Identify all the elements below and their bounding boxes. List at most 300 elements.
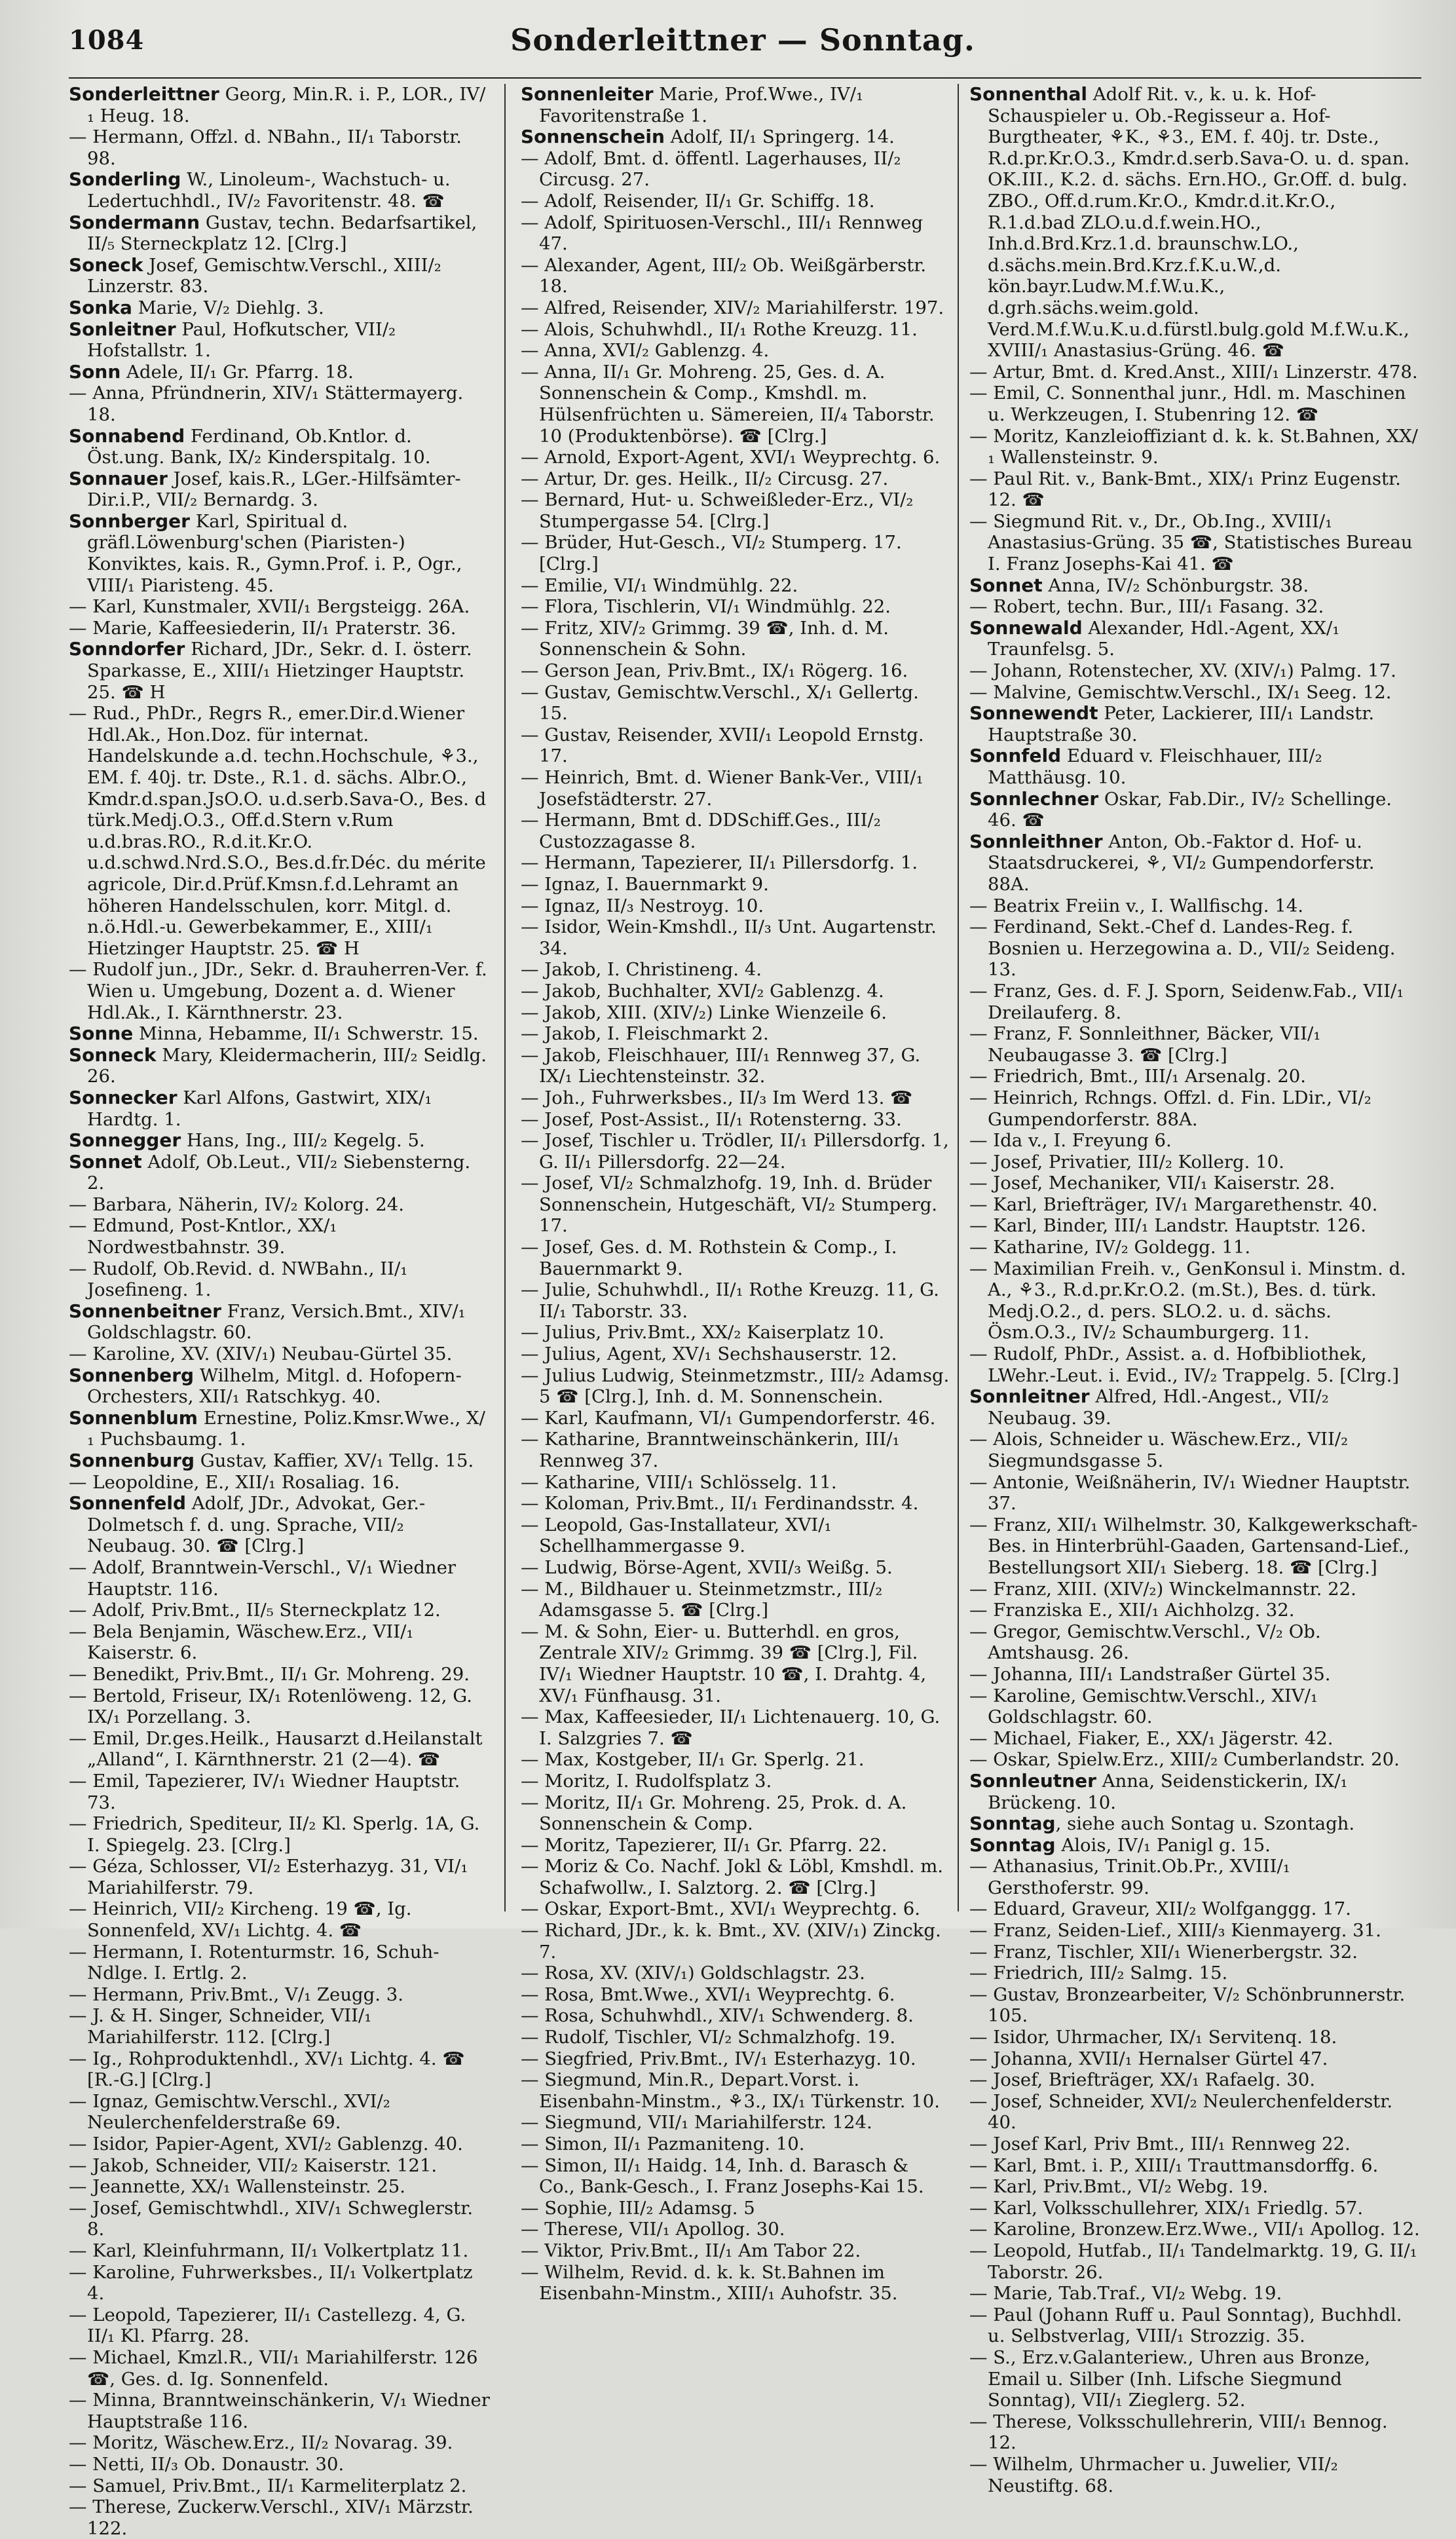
directory-entry: [69, 1344, 491, 1365]
entry-surname: Sonderleittner: [69, 83, 219, 105]
entry-details: — Karl, Binder, III/₁ Landstr. Hauptstr. 126.: [969, 1215, 1366, 1237]
entry-details: — Leopold, Tapezierer, II/₁ Castellezg. 4, G. II/₁ Kl. Pfarrg. 28.: [69, 2304, 466, 2347]
entry-details: — Julius Ludwig, Steinmetzmstr., III/₂ Adamsg. 5 ☎ [Clrg.], Inh. d. M. Sonnenschein.: [521, 1364, 950, 1408]
directory-entry: [521, 852, 950, 874]
directory-entry: [969, 1664, 1421, 1685]
entry-details: — Franz, Ges. d. F. J. Sporn, Seidenw.Fab., VII/₁ Dreilauferg. 8.: [969, 980, 1404, 1023]
entry-details: — Malvine, Gemischtw.Verschl., IX/₁ Seeg. 12.: [969, 681, 1392, 703]
entry-details: — Alois, Schneider u. Wäschew.Erz., VII/₂ Siegmundsgasse 5.: [969, 1429, 1349, 1471]
entry-details: — Moritz, Wäschew.Erz., II/₂ Novarag. 39.: [69, 2432, 453, 2454]
entry-details: — Johann, Rotenstecher, XV. (XIV/₁) Palmg. 17.: [969, 660, 1396, 682]
entry-details: — Franz, Seiden-Lief., XIII/₃ Kienmayerg. 31.: [969, 1920, 1381, 1942]
entry-details: — Barbara, Näherin, IV/₂ Kolorg. 24.: [69, 1194, 405, 1215]
entry-details: Mary, Kleidermacherin, III/₂ Seidlg. 26.: [87, 1044, 487, 1087]
entry-details: — Eduard, Graveur, XII/₂ Wolfganggg. 17.: [969, 1898, 1351, 1920]
directory-entry: [69, 596, 491, 618]
entry-details: Adolf, Ob.Leut., VII/₂ Siebensterng. 2.: [87, 1151, 471, 1194]
entry-details: — Friedrich, Bmt., III/₁ Arsenalg. 20.: [969, 1066, 1306, 1087]
directory-entry: [521, 1557, 950, 1579]
entry-details: — Moriz & Co. Nachf. Jokl & Löbl, Kmshdl. m. Schafwollw., I. Salztorg. 2. ☎ [Clrg.]: [521, 1856, 944, 1898]
directory-entry: [521, 2198, 950, 2219]
entry-details: — Isidor, Papier-Agent, XVI/₂ Gablenzg. 40.: [69, 2134, 463, 2154]
directory-entry: [69, 319, 491, 362]
entry-details: — Bernard, Hut- u. Schweißleder-Erz., VI/₂ Stumpergasse 54. [Clrg.]: [521, 489, 914, 532]
entry-details: — Josef, Tischler u. Trödler, II/₁ Pillersdorfg. 1, G. II/₁ Pillersdorfg. 22—24.: [521, 1130, 949, 1173]
entry-surname: Sonnenfeld: [69, 1492, 187, 1514]
directory-entry: [969, 1237, 1421, 1258]
entry-details: Marie, V/₂ Diehlg. 3.: [132, 297, 324, 318]
entry-details: — Antonie, Weißnäherin, IV/₁ Wiedner Hauptstr. 37.: [969, 1471, 1411, 1514]
directory-entry: [969, 789, 1421, 831]
entry-details: — Marie, Kaffeesiederin, II/₁ Praterstr. 36.: [69, 617, 457, 639]
directory-entry: [521, 767, 950, 810]
entry-details: Gustav, Kaffier, XV/₁ Tellg. 15.: [195, 1450, 474, 1471]
directory-entry: [969, 1514, 1421, 1579]
directory-entry: [969, 895, 1421, 917]
entry-details: — Flora, Tischlerin, VI/₁ Windmühlg. 22.: [521, 596, 891, 618]
directory-entry: [69, 639, 491, 703]
directory-entry: [521, 1344, 950, 1365]
entry-details: — Ludwig, Börse-Agent, XVII/₃ Weißg. 5.: [521, 1556, 893, 1578]
entry-details: Georg, Min.R. i. P., LOR., IV/₁ Heug. 18.: [87, 84, 486, 126]
directory-entry: [69, 1557, 491, 1600]
entry-details: — Emil, Dr.ges.Heilk., Hausarzt d.Heilanstalt „Alland“, I. Kärnthnerstr. 21 (2—4). ☎: [69, 1727, 483, 1771]
entry-surname: Sonnleithner: [969, 830, 1103, 852]
directory-entry: [521, 1472, 950, 1494]
entry-details: — Josef, Ges. d. M. Rothstein & Comp., I. Bauernmarkt 9.: [521, 1237, 897, 1279]
entry-details: — Karoline, Gemischtw.Verschl., XIV/₁ Goldschlagstr. 60.: [969, 1685, 1318, 1728]
entry-surname: Sonderling: [69, 168, 181, 191]
entry-surname: Sonnet: [969, 574, 1043, 596]
entry-surname: Sonndorfer: [69, 638, 185, 660]
entry-details: — Hermann, I. Rotenturmstr. 16, Schuh-Ndlge. I. Ertlg. 2.: [69, 1941, 439, 1984]
entry-details: — Koloman, Priv.Bmt., II/₁ Ferdinandsstr. 4.: [521, 1493, 919, 1514]
entry-details: — Leopoldine, E., XII/₁ Rosaliag. 16.: [69, 1471, 400, 1493]
directory-entry: [69, 1685, 491, 1728]
entry-details: — Brüder, Hut-Gesch., VI/₂ Stumperg. 17. [Clrg.]: [521, 532, 902, 575]
directory-entry: [69, 1408, 491, 1450]
directory-entry: [969, 1066, 1421, 1087]
directory-entry: [69, 2347, 491, 2390]
directory-entry: [521, 362, 950, 447]
entry-details: — Isidor, Uhrmacher, IX/₁ Servitenq. 18.: [969, 2027, 1337, 2048]
directory-entry: [969, 1215, 1421, 1237]
entry-details: — Gregor, Gemischtw.Verschl., V/₂ Ob. Amtshausg. 26.: [969, 1621, 1321, 1664]
entry-details: Franz, Versich.Bmt., XIV/₁ Goldschlagstr. 60.: [87, 1300, 466, 1344]
directory-entry: [521, 959, 950, 981]
entry-surname: Sonnenleiter: [521, 83, 654, 105]
column-3: [969, 83, 1421, 2496]
entry-details: — Hermann, Tapezierer, II/₁ Pillersdorfg. 1.: [521, 852, 918, 874]
directory-entry: [521, 489, 950, 532]
directory-entry: [969, 1685, 1421, 1728]
directory-entry: [969, 1984, 1421, 2027]
entry-details: — Michael, Fiaker, E., XX/₁ Jägerstr. 42.: [969, 1727, 1334, 1749]
directory-entry: [521, 1130, 950, 1173]
column-2: [521, 83, 950, 2304]
entry-details: — Josef, Privatier, III/₂ Kollerg. 10.: [969, 1151, 1284, 1173]
entry-surname: Sonneck: [69, 1044, 157, 1066]
directory-entry: [521, 1365, 950, 1408]
directory-entry: [969, 1898, 1421, 1920]
directory-entry: [521, 810, 950, 852]
directory-entry: [69, 2262, 491, 2304]
directory-entry: [969, 2134, 1421, 2155]
entry-details: Karl Alfons, Gastwirt, XIX/₁ Hardtg. 1.: [87, 1087, 432, 1130]
directory-entry: [969, 1813, 1421, 1835]
entry-surname: Sonntag: [969, 1813, 1056, 1835]
directory-entry: [69, 468, 491, 511]
entry-surname: Sonnenburg: [69, 1450, 195, 1471]
entry-details: Wilhelm, Mitgl. d. Hofopern-Orchesters, XII/₁ Ratschkyg. 40.: [87, 1364, 462, 1408]
directory-entry: [521, 575, 950, 597]
directory-entry: [969, 1472, 1421, 1514]
entry-surname: Sonnenblum: [69, 1406, 198, 1429]
directory-entry: [69, 2198, 491, 2240]
directory-entry: [521, 981, 950, 1002]
directory-entry: [521, 2069, 950, 2112]
directory-entry: [521, 1429, 950, 1471]
entry-details: — Josef, Schneider, XVI/₂ Neulerchenfelderstr. 40.: [969, 2090, 1393, 2134]
entry-details: — Wilhelm, Revid. d. k. k. St.Bahnen im Eisenbahn-Minstm., XIII/₁ Auhofstr. 35.: [521, 2261, 898, 2304]
entry-surname: Sonnabend: [69, 424, 185, 447]
directory-entry: [69, 1301, 491, 1344]
entry-details: — Ignaz, Gemischtw.Verschl., XVI/₂ Neulerchenfelderstraße 69.: [69, 2090, 390, 2134]
directory-entry: [69, 212, 491, 255]
entry-details: — Julius, Agent, XV/₁ Sechshauserstr. 12.: [521, 1344, 897, 1365]
entry-details: — Rosa, XV. (XIV/₁) Goldschlagstr. 23.: [521, 1963, 865, 1984]
directory-entry: [69, 297, 491, 319]
entry-details: — Emil, C. Sonnenthal junr., Hdl. m. Maschinen u. Werkzeugen, I. Stubenring 12. ☎: [969, 383, 1406, 425]
entry-details: — Alexander, Agent, III/₂ Ob. Weißgärberstr. 18.: [521, 254, 927, 297]
entry-details: — Hermann, Offzl. d. NBahn., II/₁ Taborstr. 98.: [69, 126, 462, 169]
entry-details: — Josef, Gemischtwhdl., XIV/₁ Schweglerstr. 8.: [69, 2197, 474, 2240]
entry-details: — Johanna, III/₁ Landstraßer Gürtel 35.: [969, 1663, 1331, 1685]
entry-details: — Franz, XIII. (XIV/₂) Winckelmannstr. 22.: [969, 1578, 1356, 1600]
entry-details: — Jakob, I. Christineng. 4.: [521, 959, 762, 981]
column-1: [69, 83, 491, 2539]
entry-details: — Oskar, Export-Bmt., XVI/₁ Weyprechtg. 6.: [521, 1898, 921, 1920]
entry-details: Adolf, JDr., Advokat, Ger.-Dolmetsch f. d. ung. Sprache, VII/₂ Neubaug. 30. ☎ [Clrg.]: [87, 1493, 426, 1557]
directory-entry: [969, 1942, 1421, 1963]
directory-entry: [521, 2134, 950, 2155]
directory-entry: [969, 1835, 1421, 1856]
directory-entry: [69, 1130, 491, 1152]
entry-details: — Karoline, Fuhrwerksbes., II/₁ Volkertplatz 4.: [69, 2261, 473, 2304]
directory-entry: [521, 84, 950, 126]
entry-details: — Jakob, I. Fleischmarkt 2.: [521, 1023, 769, 1045]
directory-entry: [969, 745, 1421, 788]
entry-details: — Richard, JDr., k. k. Bmt., XV. (XIV/₁) Zinckg. 7.: [521, 1920, 941, 1963]
directory-entry: [521, 682, 950, 724]
entry-details: Ferdinand, Ob.Kntlor. d. Öst.ung. Bank, IX/₂ Kinderspitalg. 10.: [87, 425, 431, 468]
entry-surname: Sonnewendt: [969, 702, 1098, 724]
directory-entry: [521, 1579, 950, 1621]
directory-entry: [521, 126, 950, 148]
directory-entry: [69, 2475, 491, 2497]
directory-entry: [969, 511, 1421, 575]
directory-entry: [521, 618, 950, 660]
entry-details: — Josef, VI/₂ Schmalzhofg. 19, Inh. d. Brüder Sonnenschein, Hutgeschäft, VI/₂ Stumperg. 17.: [521, 1173, 938, 1237]
directory-entry: [69, 1813, 491, 1856]
entry-details: — Jeannette, XX/₁ Wallensteinstr. 25.: [69, 2176, 405, 2198]
entry-details: , siehe auch Sontag u. Szontagh.: [1055, 1813, 1355, 1835]
entry-details: — Ida v., I. Freyung 6.: [969, 1130, 1172, 1152]
directory-entry: [969, 1173, 1421, 1194]
entry-details: — Anna, XVI/₂ Gablenzg. 4.: [521, 340, 770, 362]
directory-entry: [969, 1749, 1421, 1771]
entry-details: W., Linoleum-, Wachstuch- u. Ledertuchhdl., IV/₂ Favoritenstr. 48. ☎: [87, 169, 451, 212]
entry-details: — Jakob, Buchhalter, XVI/₂ Gablenzg. 4.: [521, 980, 884, 1002]
directory-entry: [969, 1130, 1421, 1152]
directory-entry: [69, 1215, 491, 1258]
directory-entry: [69, 84, 491, 126]
entry-surname: Sonnleutner: [969, 1769, 1096, 1792]
directory-entry: [969, 2347, 1421, 2411]
directory-entry: [969, 84, 1421, 362]
entry-details: — Simon, II/₁ Haidg. 14, Inh. d. Barasch & Co., Bank-Gesch., I. Franz Josephs-Kai 15.: [521, 2154, 924, 2198]
entry-details: Ernestine, Poliz.Kmsr.Wwe., X/₁ Puchsbaumg. 1.: [87, 1407, 485, 1450]
directory-entry: [969, 2454, 1421, 2496]
entry-surname: Sonnlechner: [969, 787, 1099, 810]
entry-details: — Karl, Priv.Bmt., VI/₂ Webg. 19.: [969, 2176, 1269, 2198]
entry-details: Gustav, techn. Bedarfsartikel, II/₅ Sterneckplatz 12. [Clrg.]: [87, 212, 477, 255]
directory-entry: [521, 255, 950, 297]
entry-details: — Maximilian Freih. v., GenKonsul i. Minstm. d. A., ⚘3., R.d.pr.Kr.O.2. (m.St.), Bes. d. türk. Medj.O.2., d. pers. SLO.2. u. d. sächs. Ösm.O.3., IV/₂ Schaumburgerg. 11.: [969, 1258, 1406, 1344]
entry-details: — Karl, Bmt. i. P., XIII/₁ Trauttmansdorffg. 6.: [969, 2154, 1379, 2176]
entry-details: — Jakob, XIII. (XIV/₂) Linke Wienzeile 6.: [521, 1002, 887, 1023]
entry-details: Richard, JDr., Sekr. d. I. österr. Sparkasse, E., XIII/₁ Hietzinger Hauptstr. 25. ☎ H: [87, 639, 472, 703]
entry-details: — Siegmund, Min.R., Depart.Vorst. i. Eisenbahn-Minstm., ⚘3., IX/₁ Türkenstr. 10.: [521, 2069, 941, 2112]
entry-details: — Bela Benjamin, Wäschew.Erz., VII/₁ Kaiserstr. 6.: [69, 1621, 414, 1664]
directory-entry: [969, 1429, 1421, 1471]
entry-details: Alexander, Hdl.-Agent, XX/₁ Traunfelsg. 5.: [988, 617, 1340, 660]
directory-entry: [521, 212, 950, 255]
entry-details: — Beatrix Freiin v., I. Wallfischg. 14.: [969, 895, 1303, 916]
directory-entry: [521, 2240, 950, 2262]
directory-entry: [969, 1579, 1421, 1600]
entry-details: — Heinrich, Rchngs. Offzl. d. Fin. LDir., VI/₂ Gumpendorferstr. 88A.: [969, 1087, 1372, 1130]
entry-details: — Netti, II/₃ Ob. Donaustr. 30.: [69, 2453, 345, 2475]
entry-surname: Sonn: [69, 360, 121, 383]
directory-entry: [69, 383, 491, 425]
entry-details: — Siegfried, Priv.Bmt., IV/₁ Esterhazyg. 10.: [521, 2048, 916, 2069]
entry-details: — Moritz, Kanzleioffiziant d. k. k. St.Bahnen, XX/₁ Wallensteinstr. 9.: [969, 425, 1418, 468]
directory-entry: [969, 1023, 1421, 1066]
directory-entry: [521, 1771, 950, 1792]
directory-entry: [521, 1920, 950, 1963]
column-divider: [958, 84, 959, 1911]
directory-entry: [69, 2240, 491, 2262]
directory-entry: [69, 1258, 491, 1301]
directory-entry: [69, 1023, 491, 1045]
entry-details: — Gerson Jean, Priv.Bmt., IX/₁ Rögerg. 16.: [521, 660, 908, 682]
entry-details: — Max, Kaffeesieder, II/₁ Lichtenauerg. 10, G. I. Salzgries 7. ☎: [521, 1706, 941, 1749]
entry-details: — Paul Rit. v., Bank-Bmt., XIX/₁ Prinz Eugenstr. 12. ☎: [969, 468, 1401, 511]
directory-entry: [969, 1963, 1421, 1984]
entry-details: — Adolf, Reisender, II/₁ Gr. Schiffg. 18.: [521, 190, 875, 212]
directory-entry: [969, 2304, 1421, 2347]
directory-entry: [69, 1664, 491, 1685]
directory-entry: [521, 1109, 950, 1131]
entry-details: — Simon, II/₁ Pazmaniteng. 10.: [521, 2134, 805, 2154]
entry-details: — Rosa, Schuhwhdl., XIV/₁ Schwenderg. 8.: [521, 2005, 914, 2027]
directory-entry: [521, 1621, 950, 1706]
entry-details: Alfred, Hdl.-Angest., VII/₂ Neubaug. 39.: [988, 1386, 1329, 1429]
entry-details: — Bertold, Friseur, IX/₁ Rotenlöweng. 12, G. IX/₁ Porzellang. 3.: [69, 1685, 473, 1728]
entry-details: — M., Bildhauer u. Steinmetzmstr., III/₂ Adamsgasse 5. ☎ [Clrg.]: [521, 1578, 883, 1621]
entry-details: — Franz, F. Sonnleithner, Bäcker, VII/₁ Neubaugasse 3. ☎ [Clrg.]: [969, 1023, 1321, 1066]
entry-details: — Josef Karl, Priv Bmt., III/₁ Rennweg 22.: [969, 2134, 1351, 2154]
entry-details: — Julius, Priv.Bmt., XX/₂ Kaiserplatz 10.: [521, 1322, 885, 1344]
entry-details: — Adolf, Spirituosen-Verschl., III/₁ Rennweg 47.: [521, 212, 924, 255]
entry-details: Josef, Gemischtw.Verschl., XIII/₂ Linzerstr. 83.: [87, 254, 441, 297]
entry-surname: Sonnfeld: [969, 745, 1062, 767]
entry-details: — Leopold, Gas-Installateur, XVI/₁ Schellhammergasse 9.: [521, 1514, 832, 1557]
entry-details: — Franziska E., XII/₁ Aichholzg. 32.: [969, 1600, 1295, 1621]
directory-entry: [521, 2155, 950, 2198]
directory-entry: [521, 2048, 950, 2070]
entry-surname: Sonne: [69, 1023, 134, 1045]
directory-entry: [521, 874, 950, 895]
directory-entry: [969, 1856, 1421, 1898]
directory-entry: [521, 2219, 950, 2240]
entry-details: Adolf Rit. v., k. u. k. Hof-Schauspieler u. Ob.-Regisseur a. Hof-Burgtheater, ⚘K., ⚘3., EM. f. 40j. tr. Dste., R.d.pr.Kr.O.3., Kmdr.d.serb.Sava-O. u. d. span. OK.III., K.2. d. sächs. Ern.HO., Gr.Off. d. bulg. ZBO., Off.d.rum.Kr.O., Kmdr.d.it.Kr.O., R.1.d.bad ZLO.u.d.f.wein.HO., Inh.d.Brd.Krz.1.d. braunschw.LO., d.sächs.mein.Brd.Krz.f.K.u.W.,d. kön.bayr.Ludw.M.f.W.u.K., d.grh.sächs.weim.gold. Verd.M.f.W.u.K.u.d.fürstl.bulg.gold M.f.W.u.K., XVIII/₁ Anastasius-Grüng. 46. ☎: [988, 84, 1410, 362]
directory-entry: [69, 255, 491, 297]
directory-entry: [969, 1344, 1421, 1386]
directory-entry: [969, 2198, 1421, 2219]
directory-entry: [521, 1237, 950, 1279]
entry-details: — Josef, Mechaniker, VII/₁ Kaiserstr. 28.: [969, 1173, 1335, 1194]
entry-details: — Gustav, Bronzearbeiter, V/₂ Schönbrunnerstr. 105.: [969, 1984, 1406, 2027]
directory-entry: [521, 447, 950, 468]
directory-entry: [969, 1194, 1421, 1216]
directory-entry: [69, 1365, 491, 1408]
directory-entry: [521, 916, 950, 959]
directory-entry: [521, 1322, 950, 1344]
entry-details: Adolf, II/₁ Springerg. 14.: [664, 126, 895, 148]
entry-details: — Franz, Tischler, XII/₁ Wienerbergstr. 32.: [969, 1941, 1358, 1963]
entry-details: — Gustav, Reisender, XVII/₁ Leopold Ernstg. 17.: [521, 724, 924, 767]
directory-entry: [69, 126, 491, 169]
directory-entry: [69, 1984, 491, 2006]
directory-entry: [969, 682, 1421, 704]
directory-entry: [521, 1045, 950, 1087]
entry-details: Eduard v. Fleischhauer, III/₂ Matthäusg. 10.: [988, 745, 1322, 788]
directory-entry: [969, 2411, 1421, 2454]
entry-details: — Heinrich, Bmt. d. Wiener Bank-Ver., VIII/₁ Josefstädterstr. 27.: [521, 767, 924, 810]
entry-surname: Sonnenthal: [969, 83, 1088, 105]
directory-entry: [969, 1152, 1421, 1173]
entry-details: — Alfred, Reisender, XIV/₂ Mariahilferstr. 197.: [521, 297, 944, 318]
directory-entry: [521, 1835, 950, 1856]
directory-entry: [69, 1472, 491, 1494]
entry-details: — Josef, Briefträger, XX/₁ Rafaelg. 30.: [969, 2069, 1315, 2091]
entry-details: — Karoline, XV. (XIV/₁) Neubau-Gürtel 35.: [69, 1344, 453, 1365]
directory-entry: [69, 511, 491, 596]
entry-surname: Sonntag: [969, 1834, 1056, 1856]
entry-details: Karl, Spiritual d. gräfl.Löwenburg'schen (Piaristen-) Konviktes, kais. R., Gymn.Prof. i. P., Ogr., VIII/₁ Piaristeng. 45.: [87, 510, 462, 596]
entry-details: — Moritz, I. Rudolfsplatz 3.: [521, 1770, 772, 1792]
entry-details: — Leopold, Hutfab., II/₁ Tandelmarktg. 19, G. II/₁ Taborstr. 26.: [969, 2240, 1417, 2283]
directory-entry: [69, 2176, 491, 2198]
directory-entry: [521, 148, 950, 191]
directory-entry: [69, 618, 491, 639]
directory-entry: [521, 1408, 950, 1429]
entry-surname: Sonnet: [69, 1150, 142, 1173]
directory-entry: [69, 2048, 491, 2091]
entry-details: — Josef, Post-Assist., II/₁ Rotensterng. 33.: [521, 1108, 902, 1130]
entry-details: — Hermann, Priv.Bmt., V/₁ Zeugg. 3.: [69, 1984, 403, 2005]
entry-details: — Rudolf, Ob.Revid. d. NWBahn., II/₁ Josefineng. 1.: [69, 1258, 408, 1301]
entry-details: — Wilhelm, Uhrmacher u. Juwelier, VII/₂ Neustiftg. 68.: [969, 2453, 1338, 2496]
entry-details: — Karoline, Bronzew.Erz.Wwe., VII/₁ Apollog. 12.: [969, 2219, 1420, 2240]
entry-details: — Rudolf jun., JDr., Sekr. d. Brauherren-Ver. f. Wien u. Umgebung, Dozent a. d. Wiener Hdl.Ak., I. Kärnthnerstr. 23.: [69, 959, 487, 1023]
directory-entry: [69, 362, 491, 383]
entry-details: Josef, kais.R., LGer.-Hilfsämter-Dir.i.P., VII/₂ Bernardg. 3.: [87, 468, 461, 511]
entry-surname: Sonnenberg: [69, 1364, 195, 1386]
entry-details: — Katharine, IV/₂ Goldegg. 11.: [969, 1237, 1251, 1258]
directory-entry: [969, 2069, 1421, 2091]
entry-details: — Katharine, VIII/₁ Schlösselg. 11.: [521, 1471, 837, 1493]
directory-entry: [521, 724, 950, 767]
entry-surname: Sonnenbeitner: [69, 1300, 221, 1322]
directory-entry: [521, 1984, 950, 2006]
entry-details: — Benedikt, Priv.Bmt., II/₁ Gr. Mohreng. 29.: [69, 1663, 470, 1685]
entry-surname: Sondermann: [69, 211, 200, 233]
entry-details: — Fritz, XIV/₂ Grimmg. 39 ☎, Inh. d. M. Sonnenschein & Sohn.: [521, 617, 889, 660]
directory-entry: [969, 2155, 1421, 2177]
entry-details: — Katharine, Branntweinschänkerin, III/₁ Rennweg 37.: [521, 1429, 900, 1471]
entry-details: — Anna, II/₁ Gr. Mohreng. 25, Ges. d. A. Sonnenschein & Comp., Kmshdl. m. Hülsenfrüchten u. Sämereien, II/₄ Taborstr. 10 (Produktenbörse). ☎ [Clrg.]: [521, 361, 935, 447]
entry-details: — Gustav, Gemischtw.Verschl., X/₁ Gellertg. 15.: [521, 681, 919, 724]
entry-details: — Emil, Tapezierer, IV/₁ Wiedner Hauptstr. 73.: [69, 1770, 460, 1813]
entry-details: Paul, Hofkutscher, VII/₂ Hofstallstr. 1.: [87, 318, 396, 362]
directory-entry: [969, 831, 1421, 895]
entry-details: Alois, IV/₁ Panigl g. 15.: [1055, 1834, 1271, 1856]
directory-entry: [521, 297, 950, 319]
entry-details: — Ignaz, II/₃ Nestroyg. 10.: [521, 895, 764, 916]
entry-surname: Sonnauer: [69, 467, 168, 489]
directory-entry: [969, 362, 1421, 383]
directory-entry: [69, 1045, 491, 1087]
entry-details: — Julie, Schuhwhdl., II/₁ Rothe Kreuzg. 11, G. II/₁ Taborstr. 33.: [521, 1279, 939, 1322]
directory-entry: [69, 703, 491, 959]
entry-details: — Rud., PhDr., Regrs R., emer.Dir.d.Wiener Hdl.Ak., Hon.Doz. für internat. Handelskunde a.d. techn.Hochschule, ⚘3., EM. f. 40j. tr. Dste., R.1. d. sächs. Albr.O., Kmdr.d.span.JsO.O. u.d.serb.Sava-O., Bes. d türk.Medj.O.3., Off.d.Stern v.Rum u.d.bras.RO., R.d.it.Kr.O. u.d.schwd.Nrd.S.O., Bes.d.fr.Déc. du mérite agricole, Dir.d.Prüf.Kmsn.f.d.Lehramt an höheren Handelsschulen, korr. Mitgl. d. n.ö.Hdl.-u. Gewerbekammer, E., XIII/₁ Hietzinger Hauptstr. 25. ☎ H: [69, 703, 487, 959]
directory-entry: [521, 596, 950, 618]
directory-entry: [521, 2027, 950, 2048]
entry-details: — Artur, Dr. ges. Heilk., II/₂ Circusg. 27.: [521, 468, 889, 489]
directory-entry: [521, 191, 950, 212]
entry-details: — Ignaz, I. Bauernmarkt 9.: [521, 873, 769, 895]
directory-entry: [521, 1279, 950, 1322]
entry-details: — Therese, Zuckerw.Verschl., XIV/₁ Märzstr. 122.: [69, 2496, 474, 2539]
directory-entry: [521, 1963, 950, 1984]
entry-details: Minna, Hebamme, II/₁ Schwerstr. 15.: [133, 1023, 479, 1045]
directory-entry: [521, 340, 950, 362]
entry-surname: Sonnegger: [69, 1129, 181, 1152]
entry-surname: Soneck: [69, 254, 143, 276]
entry-details: — Franz, XII/₁ Wilhelmstr. 30, Kalkgewerkschaft-Bes. in Hinterbrühl-Gaaden, Gartensand-Lief., Bestellungsort XII/₁ Sieberg. 18. ☎ [Clrg.]: [969, 1514, 1418, 1578]
entry-details: — Anna, Pfründnerin, XIV/₁ Stättermayerg. 18.: [69, 383, 464, 425]
directory-entry: [521, 1749, 950, 1771]
directory-entry: [521, 1792, 950, 1835]
entry-details: — Paul (Johann Ruff u. Paul Sonntag), Buchhdl. u. Selbstverlag, VIII/₁ Strozzig. 35.: [969, 2304, 1402, 2347]
entry-details: Anna, IV/₂ Schönburgstr. 38.: [1042, 574, 1309, 596]
directory-entry: [969, 1258, 1421, 1344]
entry-details: — Ferdinand, Sekt.-Chef d. Landes-Reg. f. Bosnien u. Herzegowina a. D., VII/₂ Seideng. 13.: [969, 916, 1396, 981]
directory-entry: [69, 1493, 491, 1557]
